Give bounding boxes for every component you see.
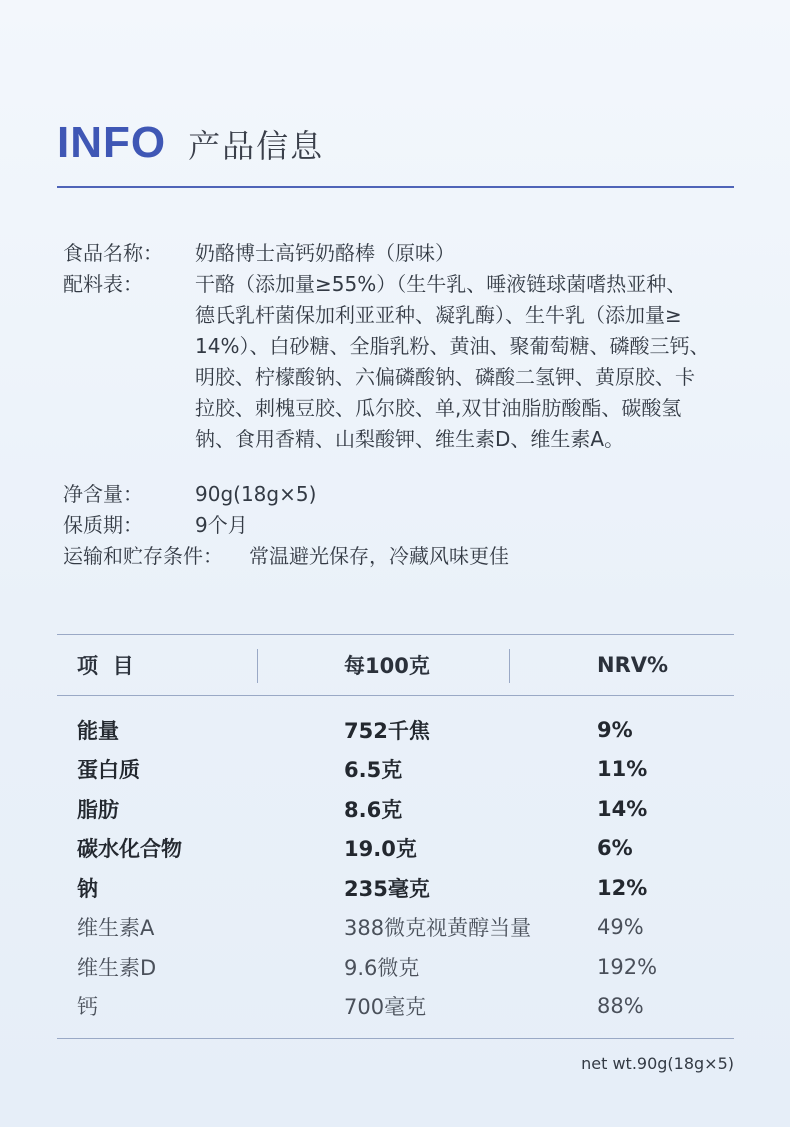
table-row xyxy=(57,868,734,908)
product-info-title: 产品信息 xyxy=(188,127,325,165)
header-divider-2 xyxy=(509,649,510,683)
page-header xyxy=(57,118,324,168)
nutrient-amount: 388微克视黄醇当量 xyxy=(344,916,532,941)
nutrient-amount: 700毫克 xyxy=(344,995,427,1020)
product-name-label: 食品名称： xyxy=(63,241,163,265)
shelf-life-value: 9个月 xyxy=(195,513,248,537)
ingredients-value xyxy=(195,269,743,455)
nutrient-nrv: 11% xyxy=(597,757,648,782)
ingredients-line: 德氏乳杆菌保加利亚亚种、凝乳酶）、生牛乳（添加量≥ xyxy=(195,303,682,327)
product-name-row xyxy=(63,238,743,269)
nutrient-nrv: 6% xyxy=(597,836,633,861)
nutrient-name: 钙 xyxy=(77,995,98,1020)
header-per100: 每100克 xyxy=(344,654,430,678)
table-row xyxy=(57,908,734,948)
table-row xyxy=(57,789,734,829)
nutrient-nrv: 12% xyxy=(597,875,648,900)
ingredients-line: 干酪（添加量≥55%）（生牛乳、唾液链球菌嗜热亚种、 xyxy=(195,272,687,296)
table-row xyxy=(57,750,734,790)
nutrient-nrv: 9% xyxy=(597,717,633,742)
nutrient-amount: 9.6微克 xyxy=(344,955,420,980)
table-row xyxy=(57,947,734,987)
net-content-row xyxy=(63,479,743,510)
nutrient-nrv: 192% xyxy=(597,954,658,979)
product-info-block xyxy=(63,238,743,572)
nutrient-amount: 8.6克 xyxy=(344,797,403,822)
nutrient-nrv: 14% xyxy=(597,796,648,821)
nutrient-amount: 19.0克 xyxy=(344,837,417,862)
nutrient-amount: 6.5克 xyxy=(344,758,403,783)
storage-value: 常温避光保存，冷藏风味更佳 xyxy=(249,544,509,568)
ingredients-label: 配料表： xyxy=(63,272,143,296)
nutrient-amount: 235毫克 xyxy=(344,876,430,901)
header-divider-1 xyxy=(257,649,258,683)
nutrition-table xyxy=(57,634,734,1039)
storage-row xyxy=(63,541,743,572)
nutrient-nrv: 88% xyxy=(597,994,644,1019)
shelf-life-label: 保质期： xyxy=(63,513,143,537)
net-content-label: 净含量： xyxy=(63,482,143,506)
header-nrv: NRV% xyxy=(597,653,669,677)
net-content-value: 90g(18g×5) xyxy=(195,482,317,506)
net-weight-footer: net wt.90g(18g×5) xyxy=(581,1054,734,1073)
nutrient-name: 脂肪 xyxy=(77,797,119,822)
ingredients-line: 14%）、白砂糖、全脂乳粉、黄油、聚葡萄糖、磷酸三钙、 xyxy=(195,334,710,358)
nutrient-name: 钠 xyxy=(77,876,98,901)
nutrient-name: 能量 xyxy=(77,718,119,743)
nutrient-nrv: 49% xyxy=(597,915,644,940)
nutrient-amount: 752千焦 xyxy=(344,718,430,743)
table-bottom-rule xyxy=(57,1038,734,1039)
ingredients-line: 拉胶、刺槐豆胶、瓜尔胶、单,双甘油脂肪酸酯、碳酸氢 xyxy=(195,396,682,420)
header-item: 项 目 xyxy=(77,654,134,678)
nutrient-name: 维生素A xyxy=(77,916,155,941)
ingredients-line: 钠、食用香精、山梨酸钾、维生素D、维生素A。 xyxy=(195,427,625,451)
shelf-life-row xyxy=(63,510,743,541)
table-row xyxy=(57,987,734,1027)
storage-label: 运输和贮存条件： xyxy=(63,544,223,568)
table-body xyxy=(57,696,734,1038)
header-divider xyxy=(57,186,734,188)
table-header xyxy=(57,635,734,695)
nutrient-name: 碳水化合物 xyxy=(77,837,182,862)
product-name-value: 奶酪博士高钙奶酪棒（原味） xyxy=(195,241,455,265)
nutrient-name: 维生素D xyxy=(77,955,157,980)
info-title: INFO xyxy=(57,118,167,167)
ingredients-line: 明胶、柠檬酸钠、六偏磷酸钠、磷酸二氢钾、黄原胶、卡 xyxy=(195,365,695,389)
nutrient-name: 蛋白质 xyxy=(77,758,140,783)
table-row xyxy=(57,710,734,750)
table-row xyxy=(57,829,734,869)
ingredients-row xyxy=(63,269,743,455)
